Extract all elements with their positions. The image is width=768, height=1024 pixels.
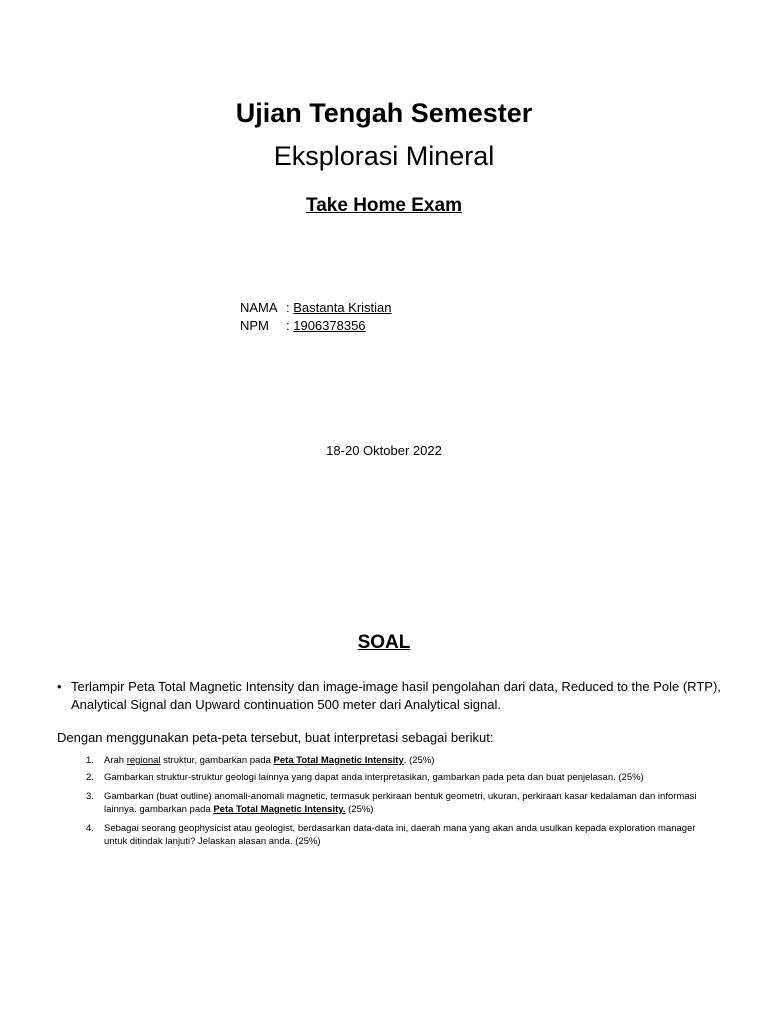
question-text-part: Arah xyxy=(104,755,127,766)
exam-date: 18-20 Oktober 2022 xyxy=(326,443,442,458)
question-text xyxy=(104,790,706,816)
question-item-4 xyxy=(86,822,706,848)
question-text: Sebagai seorang geophysicist atau geologist, berdasarkan data-data ini, daerah mana yang akan anda usulkan kepada exploration manager untuk ditindak lanjuti? Jelaskan alasan anda. (25%) xyxy=(104,823,696,847)
question-text-part: Gambarkan (buat outline) anomali-anomali magnetic, termasuk perkiraan bentuk geometri, ukuran, perkiraan kasar kedalaman dan informasi lainnya. gambarkan pada xyxy=(104,791,697,815)
question-number: 3. xyxy=(86,791,94,802)
npm-row xyxy=(240,318,366,333)
name-label: NAMA xyxy=(240,300,278,315)
bullet-mark: • xyxy=(57,679,62,694)
npm-separator: : xyxy=(286,318,294,333)
exam-type-heading: Take Home Exam xyxy=(306,195,462,216)
npm-label: NPM xyxy=(240,318,269,333)
name-value: Bastanta Kristian xyxy=(293,300,392,315)
question-underlined-term: regional xyxy=(126,755,161,766)
npm-value: 1906378356 xyxy=(293,318,366,333)
question-item-2 xyxy=(86,771,706,784)
intro-bullet xyxy=(57,678,727,714)
question-text: Gambarkan struktur-struktur geologi lainnya yang dapat anda interpretasikan, gambarkan pada peta dan buat penjelasan. (25%) xyxy=(104,772,644,783)
course-name: Eksplorasi Mineral xyxy=(273,141,495,171)
question-emphasis: Peta Total Magnetic Intensity xyxy=(273,755,404,766)
question-text xyxy=(104,754,706,767)
document-title: Ujian Tengah Semester xyxy=(235,98,533,128)
question-number: 2. xyxy=(86,772,94,783)
question-text-part: struktur, gambarkan pada xyxy=(160,755,274,766)
instruction-text: Dengan menggunakan peta-peta tersebut, buat interpretasi sebagai berikut: xyxy=(57,730,494,745)
question-item-1 xyxy=(86,754,706,767)
question-text-part: (25%) xyxy=(345,804,374,815)
question-text-part: . (25%) xyxy=(403,755,435,766)
question-number: 4. xyxy=(86,823,94,834)
name-row xyxy=(240,300,392,315)
intro-text: Terlampir Peta Total Magnetic Intensity dan image-image hasil pengolahan dari data, Reduced to the Pole (RTP), Analytical Signal dan Upward continuation 500 meter dari Analytical signal. xyxy=(71,679,721,712)
question-emphasis: Peta Total Magnetic Intensity. xyxy=(213,804,346,815)
soal-heading: SOAL xyxy=(357,632,411,653)
name-separator: : xyxy=(286,300,294,315)
question-item-3 xyxy=(86,790,706,816)
question-number: 1. xyxy=(86,755,94,766)
